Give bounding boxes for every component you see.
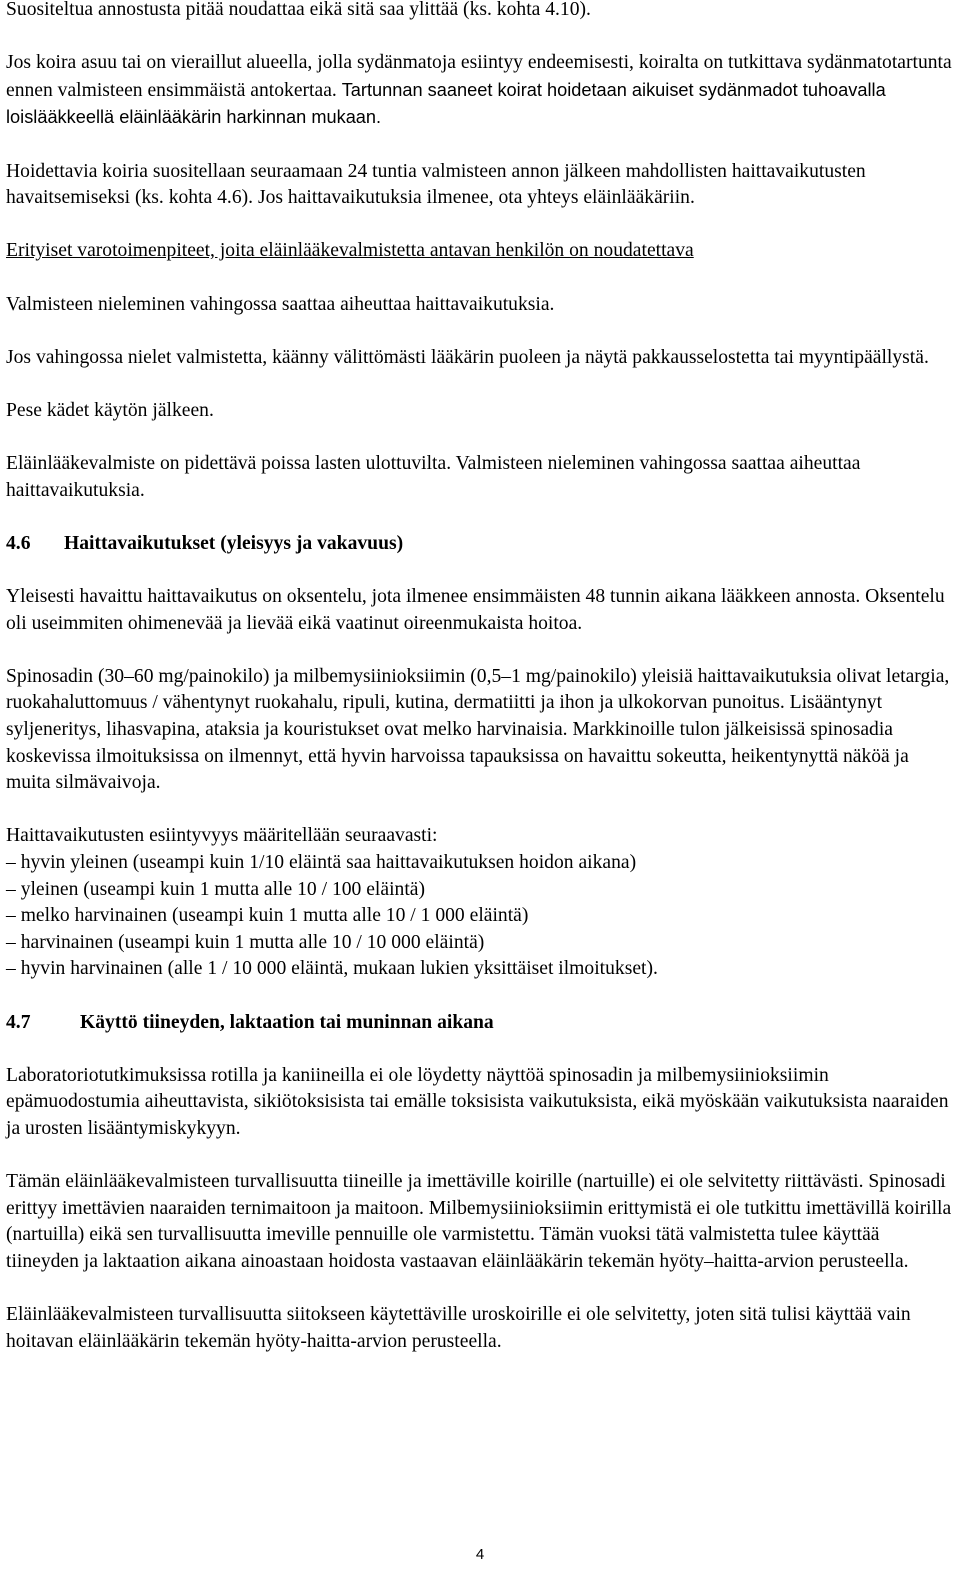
list-item: – hyvin harvinainen (alle 1 / 10 000 eläintä, mukaan lukien yksittäiset ilmoitukset). bbox=[6, 958, 658, 980]
paragraph-accidental-ingestion: Jos vahingossa nielet valmistetta, käänny välittömästi lääkärin puoleen ja näytä pakkausselostetta tai myyntipäällystä. bbox=[6, 346, 929, 368]
section-title-4-7: Käyttö tiineyden, laktaation tai muninnan aikana bbox=[80, 1011, 494, 1033]
precautions-heading: Erityiset varotoimenpiteet, joita eläinlääkevalmistetta antavan henkilön on noudatettava bbox=[6, 240, 694, 262]
section-heading-4-6 bbox=[6, 531, 954, 558]
paragraph-ingestion: Valmisteen nieleminen vahingossa saattaa aiheuttaa haittavaikutuksia. bbox=[6, 293, 555, 315]
heartworm-treatment-text: Tartunnan saaneet koirat hoidetaan aikuiset sydänmadot tuhoavalla loislääkkeellä eläinlääkärin harkinnan mukaan. bbox=[6, 79, 886, 128]
frequency-intro: Haittavaikutusten esiintyvyys määritellään seuraavasti: bbox=[6, 825, 438, 847]
section-title-4-6: Haittavaikutukset (yleisyys ja vakavuus) bbox=[64, 532, 404, 554]
paragraph-pregnancy-safety: Tämän eläinlääkevalmisteen turvallisuutta tiineille ja imettäville koirille (nartuille) ei ole selvitetty riittävästi. Spinosadi erittyy imettävien naaraiden ternimaitoon ja maitoon. Milbemysiinioksiimin erittymistä ei ole tutkittu imettävillä koirilla (nartuilla) eikä sen turvallisuutta imeville pennuille ole varmistettu. Tämän vuoksi tätä valmistetta tulee käyttää tiineyden ja laktaation aikana ainoastaan hoidosta vastaavan eläinlääkärin tekemän hyöty–haitta-arvion perusteella. bbox=[6, 1171, 952, 1272]
heartworm-test-text: Jos koira asuu tai on vieraillut alueella, jolla sydänmatoja esiintyy endeemisesti, koiralta on tutkittava sydänmatotartunta ennen valmisteen ensimmäistä antokertaa. bbox=[6, 52, 952, 101]
list-item: – harvinainen (useampi kuin 1 mutta alle 10 / 10 000 eläintä) bbox=[6, 931, 485, 953]
paragraph-heartworm bbox=[6, 50, 954, 132]
page-number: 4 bbox=[475, 1546, 485, 1563]
paragraph-dosage: Suositeltua annostusta pitää noudattaa eikä sitä saa ylittää (ks. kohta 4.10). bbox=[6, 0, 591, 20]
list-item: – hyvin yleinen (useampi kuin 1/10 eläintä saa haittavaikutuksen hoidon aikana) bbox=[6, 852, 637, 873]
section-heading-4-7 bbox=[6, 1010, 954, 1037]
paragraph-adverse-reactions: Spinosadin (30–60 mg/painokilo) ja milbemysiinioksiimin (0,5–1 mg/painokilo) yleisiä haittavaikutuksia olivat letargia, ruokahaluttomuus / vähentynyt ruokahalu, ripuli, kutina, dermatiitti ja ihon ja ulkokorvan punoitus. Lisääntynyt syljeneritys, lihasvapina, ataksia ja kouristukset ovat melko harvinaisia. Markkinoille tulon jälkeisissä spinosadia koskevissa ilmoituksissa on ilmennyt, että hyvin harvoissa tapauksissa on havaittu sokeutta, heikentynyttä näköä ja muita silmävaivoja. bbox=[6, 665, 950, 794]
paragraph-breeding-males: Eläinlääkevalmisteen turvallisuutta siitokseen käytettäville uroskoirille ei ole selvitetty, joten sitä tulisi käyttää vain hoitavan eläinlääkärin tekemän hyöty-haitta-arvion perusteella. bbox=[6, 1304, 911, 1352]
document-page bbox=[6, 0, 954, 1382]
paragraph-lab-studies: Laboratoriotutkimuksissa rotilla ja kaniineilla ei ole löydetty näyttöä spinosadin ja milbemysiinioksiimin epämuodostumia aiheuttavista, sikiötoksisista tai emälle toksisista vaikutuksista, eikä myöskään vaikutuksista naaraiden ja urosten lisääntymiskykyyn. bbox=[6, 1064, 949, 1139]
paragraph-children: Eläinlääkevalmiste on pidettävä poissa lasten ulottuvilta. Valmisteen nieleminen vahingossa saattaa aiheuttaa haittavaikutuksia. bbox=[6, 453, 861, 501]
paragraph-monitoring: Hoidettavia koiria suositellaan seuraamaan 24 tuntia valmisteen annon jälkeen mahdollisten haittavaikutusten havaitsemiseksi (ks. kohta 4.6). Jos haittavaikutuksia ilmenee, ota yhteys eläinlääkäriin. bbox=[6, 160, 866, 209]
list-item: – melko harvinainen (useampi kuin 1 mutta alle 10 / 1 000 eläintä) bbox=[6, 905, 529, 927]
paragraph-wash-hands: Pese kädet käytön jälkeen. bbox=[6, 399, 214, 421]
paragraph-vomiting: Yleisesti havaittu haittavaikutus on oksentelu, jota ilmenee ensimmäisten 48 tunnin aikana lääkkeen annosta. Oksentelu oli useimmiten ohimenevää ja lievää eikä vaatinut oireenmukaista hoitoa. bbox=[6, 586, 945, 634]
section-number-4-6: 4.6 bbox=[6, 532, 31, 554]
list-item: – yleinen (useampi kuin 1 mutta alle 10 / 100 eläintä) bbox=[6, 878, 425, 900]
frequency-list bbox=[6, 823, 954, 983]
section-number-4-7: 4.7 bbox=[6, 1011, 31, 1033]
